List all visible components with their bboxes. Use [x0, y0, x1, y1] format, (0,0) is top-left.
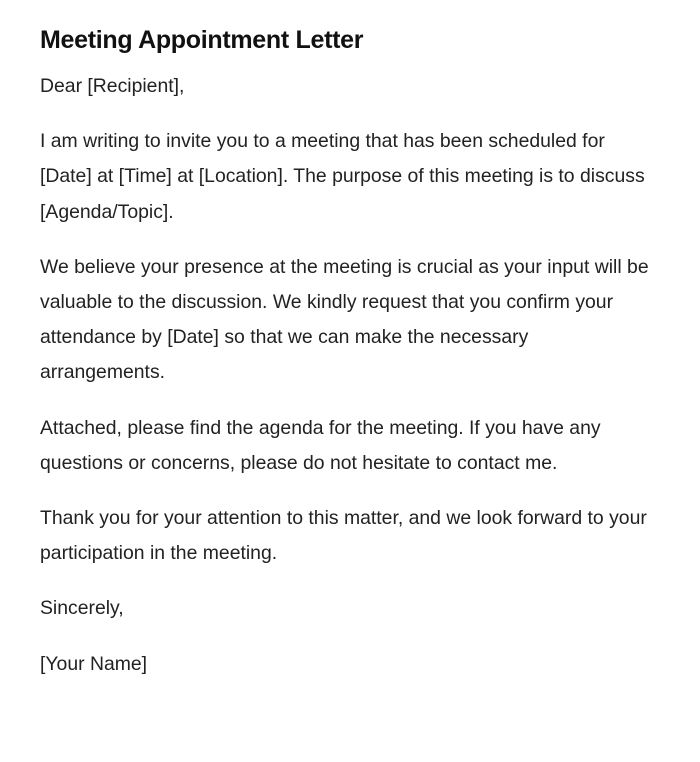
letter-signature: [Your Name] [40, 652, 148, 675]
letter-greeting: Dear [Recipient], [40, 75, 185, 97]
letter-closing: Sincerely, [40, 597, 124, 620]
letter-paragraph-2: We believe your presence at the meeting is crucial as your input will be valuable to the discussion. We kindly request that you confirm your attendance by [Date] so that we can make the necessary arrangements. [40, 255, 649, 384]
letter-title: Meeting Appointment Letter [40, 26, 364, 54]
letter-paragraph-1: I am writing to invite you to a meeting that has been scheduled for [Date] at [Time] at [Location]. The purpose of this meeting is to discuss [Agenda/Topic]. [40, 130, 645, 223]
letter-paragraph-4: Thank you for your attention to this matter, and we look forward to your participation in the meeting. [40, 507, 647, 565]
letter-paragraph-3: Attached, please find the agenda for the meeting. If you have any questions or concerns, please do not hesitate to contact me. [40, 416, 601, 474]
